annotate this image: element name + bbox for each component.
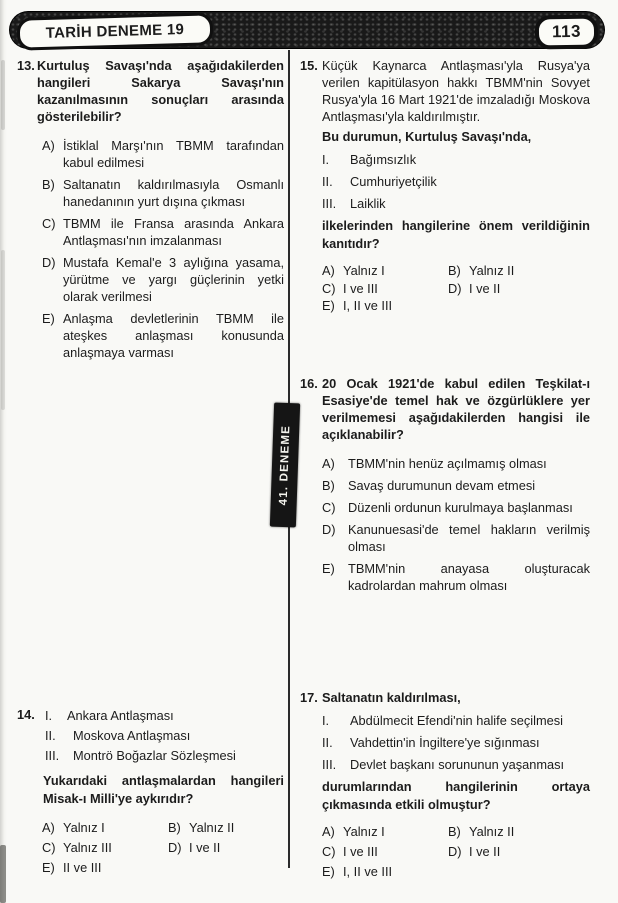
option-letter: B) [168,820,181,835]
option-text: Yalnız II [469,263,515,278]
item-text: Vahdettin'in İngiltere'ye sığınması [350,735,540,750]
q15-number: 15. [300,58,318,73]
option-text: I, II ve III [343,298,393,313]
question-13 [17,57,284,361]
q17-items [300,710,590,776]
item-text: Laiklik [350,196,386,211]
option-letter: E) [322,864,335,879]
option-letter: D) [448,280,462,296]
q17-option-d [448,842,590,862]
q17-lead: Saltanatın kaldırılması, [322,690,461,705]
option-letter: A) [322,824,335,839]
q13-number: 13. [17,58,35,73]
q15-item-2 [322,171,590,193]
q16-option-e [322,560,590,594]
option-letter: A) [42,820,55,835]
option-text: Yalnız I [343,824,385,839]
q14-item-3 [17,746,284,766]
q17-item-2 [322,732,590,754]
option-letter: E) [322,298,335,313]
item-numeral: II. [322,174,333,189]
q14-first-row [17,706,284,726]
option-text: TBMM'nin henüz açılmamış olması [348,456,547,471]
q15-tail: ilkelerinden hangilerine önem verildiğinin kanıtıdır? [322,218,590,251]
test-number-badge [270,403,300,528]
q14-option-c [42,838,168,858]
option-text: Savaş durumunun devam etmesi [348,478,536,493]
option-text: İstiklal Marşı'nın TBMM tarafından kabul edilmesi [63,138,284,170]
item-text: Ankara Antlaşması [67,708,174,723]
option-text: I ve II [469,280,501,296]
item-numeral: I. [45,708,53,723]
option-text: I ve II [189,840,221,855]
q13-stem: Kurtuluş Savaşı'nda aşağıdakilerden hangileri Sakarya Savaşı'nın kazanılmasının sonuçları arasında gösterilebilir? [37,58,284,124]
q15-options [300,262,590,315]
q14-item-2 [17,726,284,746]
question-16 [300,375,590,594]
q13-option-a [42,137,284,171]
q14-option-b [168,818,284,838]
option-text: Yalnız III [63,840,112,855]
option-letter: A) [42,138,55,153]
option-text: Kanunuesasi'de temel hakların verilmiş olması [348,522,590,554]
item-numeral: III. [322,196,337,211]
q15-lead: Bu durumun, Kurtuluş Savaşı'nda, [322,129,532,144]
option-letter: C) [42,216,56,231]
page-number-badge [535,14,599,49]
option-letter: B) [322,478,335,493]
option-text: Yalnız I [343,263,385,278]
q17-option-e [322,862,590,882]
q16-stem-row [300,375,590,443]
q15-item-3 [322,193,590,215]
q17-item-3 [322,754,590,776]
option-letter: D) [448,844,462,859]
q15-items [300,149,590,215]
q17-tail: durumlarından hangilerinin ortaya çıkmasında etkili olmuştur? [322,779,590,812]
q17-option-a [322,822,448,842]
item-text: Cumhuriyetçilik [350,174,437,189]
exam-title: TARİH DENEME 19 [45,21,185,42]
option-letter: C) [322,844,336,859]
option-text: Yalnız II [469,824,515,839]
option-text: TBMM ile Fransa arasında Ankara Antlaşması'nın imzalanması [63,216,284,248]
item-text: Bağımsızlık [350,152,417,167]
question-14 [17,706,284,878]
scan-smudge [0,845,6,903]
item-numeral: III. [322,757,337,772]
q14-number: 14. [17,707,35,722]
option-letter: D) [168,840,182,855]
q14-items [17,726,284,766]
q15-stem-row [300,57,590,125]
item-numeral: I. [322,713,330,728]
test-number-label: 41. DENEME [277,424,293,506]
option-text: Mustafa Kemal'e 3 aylığına yasama, yürütme ve yargı güçlerinin yetki olarak verilmesi [63,255,284,304]
q17-option-b [448,822,590,842]
option-text: I ve III [343,280,378,296]
q17-lead-row [300,689,590,706]
item-text: Montrö Boğazlar Sözleşmesi [73,748,236,763]
q15-option-a [322,262,448,280]
option-text: Yalnız I [63,820,105,835]
exam-title-badge [17,12,214,50]
scan-edge-artifact [0,0,7,903]
header-bar [10,12,604,48]
page-number: 113 [551,21,582,42]
q14-option-e [42,858,284,878]
q13-option-c [42,215,284,249]
option-letter: E) [42,311,55,326]
option-text: I ve III [343,844,378,859]
q16-option-b [322,477,590,494]
option-text: Anlaşma devletlerinin TBMM ile ateşkes anlaşması konusunda anlaşmaya varması [63,311,284,360]
item-numeral: III. [45,748,60,763]
option-letter: C) [322,280,336,296]
q16-options [300,455,590,594]
option-letter: A) [322,456,335,471]
option-text: TBMM'nin anayasa oluşturacak kadrolardan mahrum olması [348,561,590,593]
q14-item-1 [45,706,284,726]
q17-option-c [322,842,448,862]
q13-option-e [42,310,284,361]
q14-option-a [42,818,168,838]
q15-option-d [448,280,590,298]
q13-options [17,137,284,361]
q16-number: 16. [300,376,318,391]
q16-option-d [322,521,590,555]
option-letter: C) [42,840,56,855]
option-text: Yalnız II [189,820,235,835]
option-text: Düzenli ordunun kurulmaya başlanması [348,500,573,515]
q13-option-d [42,254,284,305]
scan-smudge [1,250,5,410]
q14-option-d [168,838,284,858]
item-numeral: I. [322,152,330,167]
option-letter: D) [322,522,336,537]
q17-number: 17. [300,690,318,705]
option-letter: A) [322,263,335,278]
option-letter: D) [42,255,56,270]
option-text: I ve II [469,844,501,859]
option-letter: B) [42,177,55,192]
q17-item-1 [322,710,590,732]
item-numeral: II. [322,735,333,750]
q15-option-c [322,280,448,298]
q13-stem-row [17,57,284,125]
q15-stem: Küçük Kaynarca Antlaşması'yla Rusya'ya verilen kapitülasyon hakkı TBMM'nin Sovyet Rusya'yla 16 Mart 1921'de imzaladığı Moskova Antlaşması'yla kaldırılmıştır. [322,58,590,124]
q15-item-1 [322,149,590,171]
question-15 [300,57,590,315]
q14-options [17,818,284,878]
item-text: Devlet başkanı sorununun yaşanması [350,757,565,772]
q16-option-a [322,455,590,472]
option-letter: B) [448,263,461,278]
q15-option-b [448,262,590,280]
scan-smudge [1,60,5,130]
option-letter: B) [448,824,461,839]
q14-stem: Yukarıdaki antlaşmalardan hangileri Misak-ı Milli'ye aykırıdır? [43,773,284,806]
item-numeral: II. [45,728,56,743]
q15-option-e [322,297,590,315]
q13-option-b [42,176,284,210]
option-text: Saltanatın kaldırılmasıyla Osmanlı hanedanının yurt dışına çıkması [63,177,284,209]
option-letter: E) [322,561,335,576]
question-17 [300,689,590,882]
option-letter: C) [322,500,336,515]
option-text: I, II ve III [343,864,393,879]
q17-options [300,822,590,882]
option-text: II ve III [63,860,102,875]
q16-option-c [322,499,590,516]
item-text: Moskova Antlaşması [73,728,191,743]
item-text: Abdülmecit Efendi'nin halife seçilmesi [350,713,563,728]
q16-stem: 20 Ocak 1921'de kabul edilen Teşkilat-ı Esasiye'de temel hak ve özgürlüklere yer verilmemesi aşağıdakilerden hangisi ile açıklanabilir? [322,376,590,442]
option-letter: E) [42,860,55,875]
